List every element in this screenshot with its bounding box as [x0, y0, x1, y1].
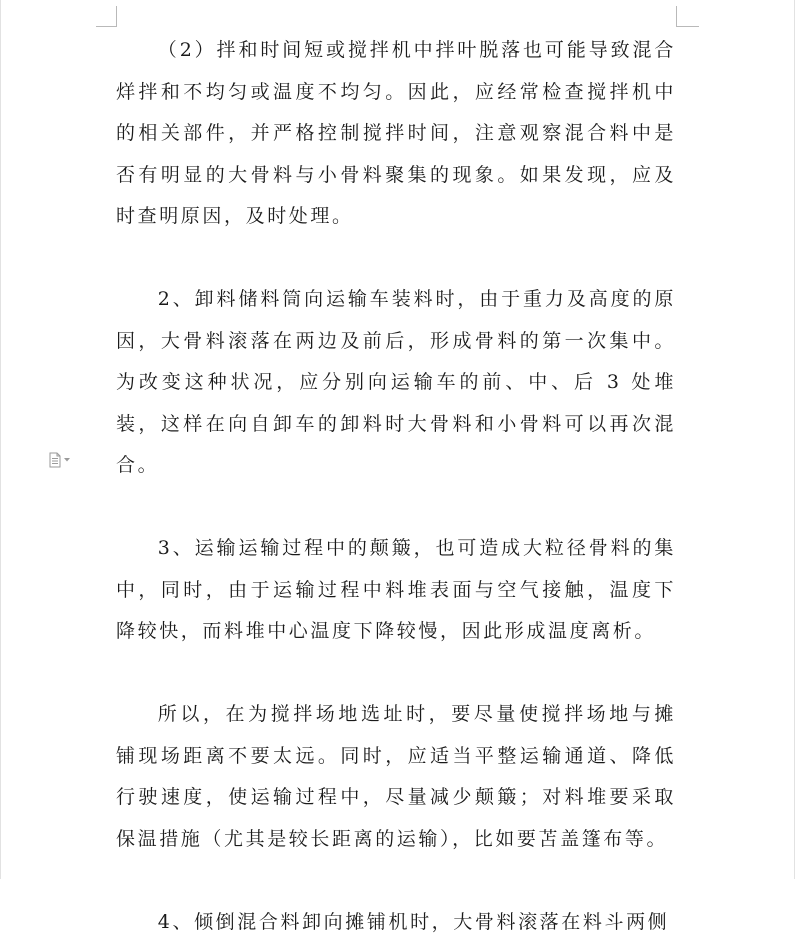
document-body: [116, 30, 676, 943]
paragraph-marker[interactable]: [48, 452, 70, 468]
document-paragraph-icon: [48, 452, 62, 468]
chevron-down-icon: [64, 458, 70, 462]
paragraph-2: 2、卸料储料筒向运输车装料时，由于重力及高度的原因，大骨料滚落在两边及前后，形成骨料的第一次集中。为改变这种状况，应分别向运输车的前、中、后 3 处堆装，这样在向自卸车的卸料时大骨料和小骨料可以再次混合。: [116, 279, 676, 487]
paragraph-spacer: [116, 860, 676, 902]
crop-mark-top-left: [96, 6, 117, 27]
paragraph-1: （2）拌和时间短或搅拌机中拌叶脱落也可能导致混合烊拌和不均匀或温度不均匀。因此，应经常检查搅拌机中的相关部件，并严格控制搅拌时间，注意观察混合料中是否有明显的大骨料与小骨料聚集的现象。如果发现，应及时查明原因，及时处理。: [116, 30, 676, 238]
paragraph-spacer: [116, 487, 676, 529]
paragraph-4: 所以，在为搅拌场地选址时，要尽量使搅拌场地与摊铺现场距离不要太远。同时，应适当平整运输通道、降低行驶速度，使运输过程中，尽量减少颠簸；对料堆要采取保温措施（尤其是较长距离的运输），比如要苫盖篷布等。: [116, 694, 676, 860]
paragraph-spacer: [116, 238, 676, 280]
paragraph-5: 4、倾倒混合料卸向摊铺机时，大骨料滚落在料斗两侧: [116, 902, 676, 943]
crop-mark-top-right: [676, 6, 699, 27]
paragraph-3: 3、运输运输过程中的颠簸，也可造成大粒径骨料的集中，同时，由于运输过程中料堆表面与空气接触，温度下降较快，而料堆中心温度下降较慢，因此形成温度离析。: [116, 528, 676, 653]
paragraph-spacer: [116, 653, 676, 695]
page-left-edge: [0, 0, 1, 879]
